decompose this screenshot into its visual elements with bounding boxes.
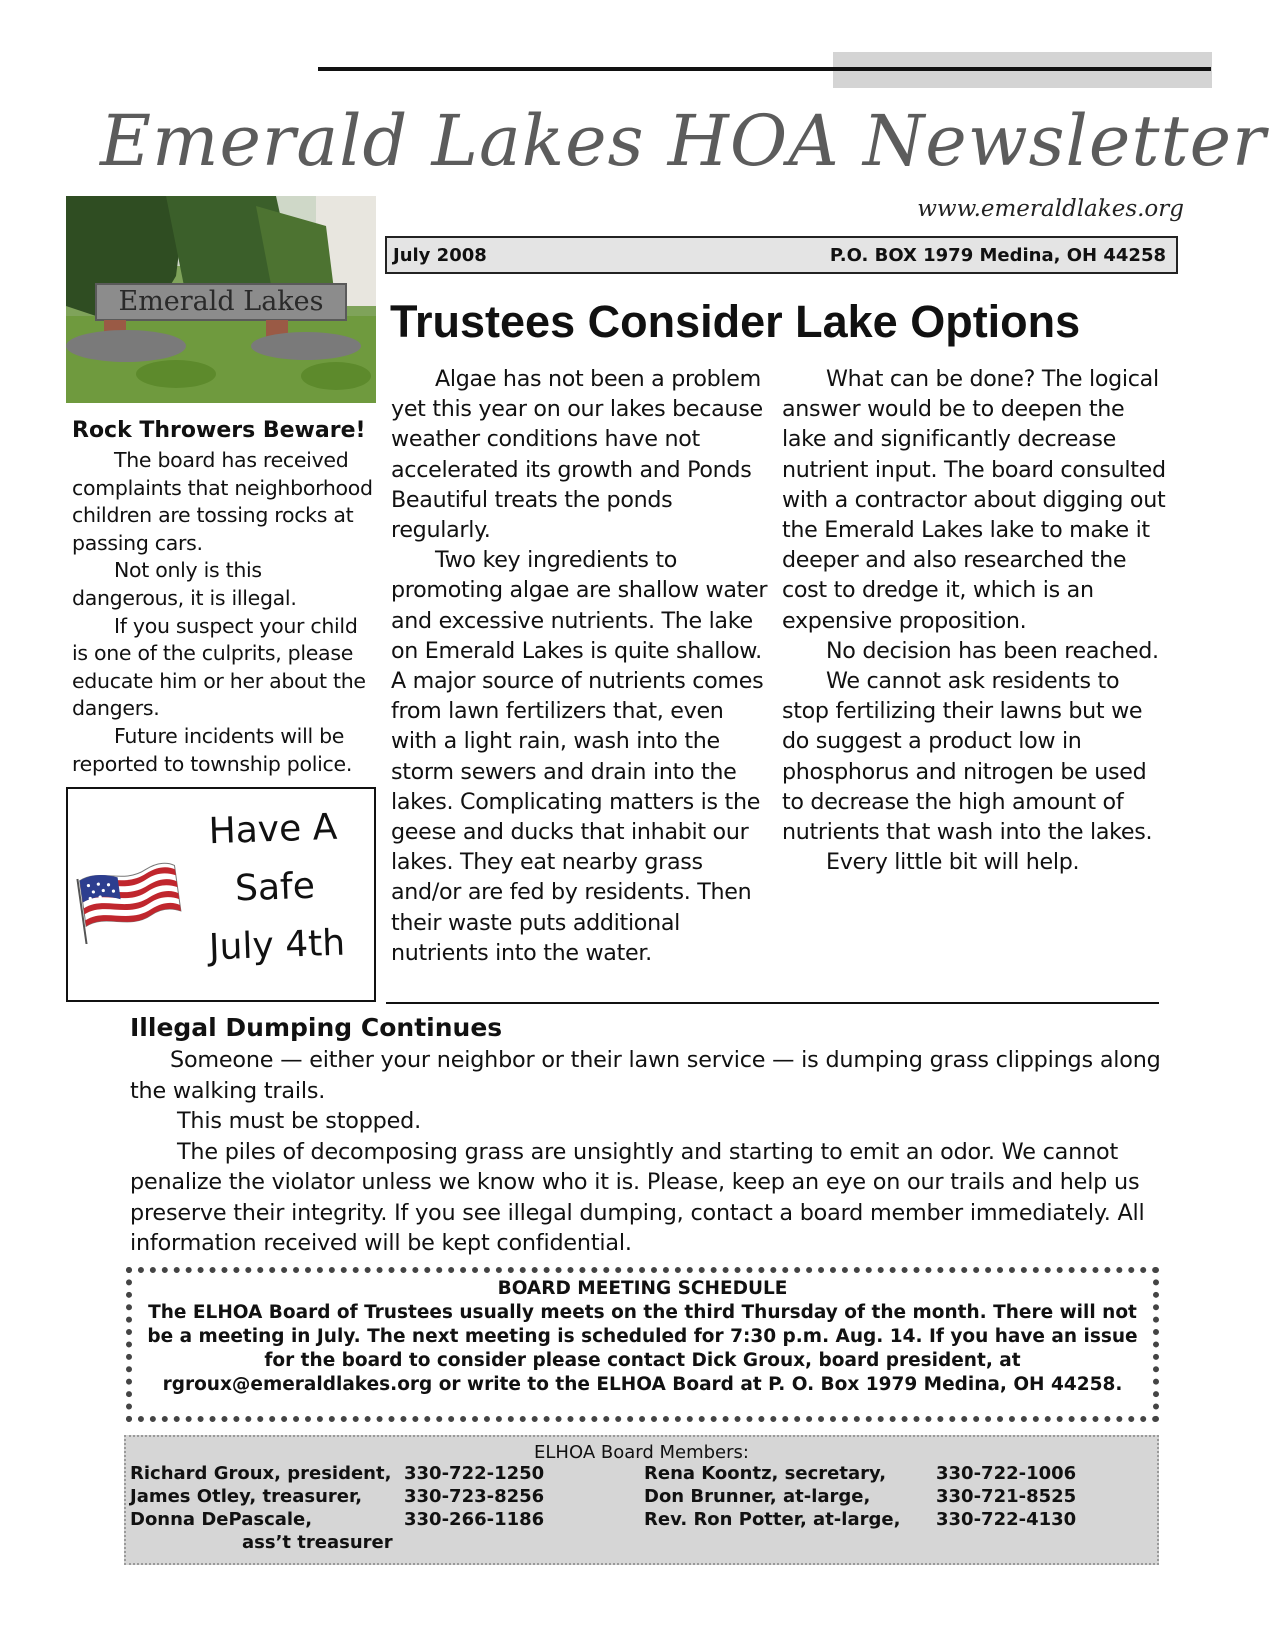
- article-paragraph: Algae has not been a problem yet this year on our lakes because weather conditions have not accelerated its growth and Ponds Beautiful treats the ponds regularly.: [391, 366, 763, 544]
- schedule-title: BOARD MEETING SCHEDULE: [497, 1278, 788, 1299]
- july-fourth-box: [66, 787, 376, 1002]
- article-column-left: [391, 364, 771, 968]
- dumping-paragraph: The piles of decomposing grass are unsightly and starting to emit an odor. We cannot penalize the violator unless we know who it is. Please, keep an eye on our trails and help us preserve their integrity. If you see illegal dumping, contact a board member immediately. All information received will be kept confidential.: [130, 1138, 1145, 1256]
- sidebar-paragraph: If you suspect your child is one of the culprits, please educate him or her about the dangers.: [72, 613, 366, 721]
- rock-throwers-body: [72, 447, 378, 778]
- member-title-continued: ass’t treasurer: [242, 1532, 393, 1553]
- mailing-address: P.O. BOX 1979 Medina, OH 44258: [829, 245, 1166, 266]
- sidebar-paragraph: Not only is this dangerous, it is illegal.: [72, 558, 297, 610]
- member-phone: 330-723-8256: [404, 1486, 545, 1507]
- schedule-body: The ELHOA Board of Trustees usually meets on the third Thursday of the month. There will not be a meeting in July. The next meeting is scheduled for 7:30 p.m. Aug. 14. If you have an issue for the board to consider please contact Dick Groux, board president, at rgroux@emeraldlakes.org or write to the ELHOA Board at P. O. Box 1979 Medina, OH 44258.: [147, 1302, 1138, 1395]
- member-name: James Otley, treasurer,: [130, 1486, 363, 1507]
- section-divider: [386, 1002, 1159, 1004]
- july-line: Have A: [207, 806, 338, 853]
- newsletter-title: Emerald Lakes HOA Newsletter: [100, 100, 1267, 182]
- july-line: July 4th: [208, 922, 346, 969]
- july-line: Safe: [234, 865, 316, 910]
- main-headline: Trustees Consider Lake Options: [390, 296, 1081, 347]
- member-name: Rena Koontz, secretary,: [644, 1463, 887, 1484]
- entrance-sign-photo: [66, 196, 376, 403]
- dumping-paragraph: Someone — either your neighbor or their lawn service — is dumping grass clippings along the walking trails.: [130, 1047, 1161, 1104]
- article-column-right: [782, 364, 1172, 877]
- sidebar-paragraph: Future incidents will be reported to township police.: [72, 723, 353, 776]
- sign-lettering: Emerald Lakes: [118, 286, 324, 317]
- member-name: Richard Groux, president,: [130, 1463, 392, 1484]
- masthead-rule: [318, 67, 1211, 71]
- website-url[interactable]: www.emeraldlakes.org: [917, 196, 1184, 222]
- member-phone: 330-721-8525: [936, 1486, 1077, 1507]
- member-name: Rev. Ron Potter, at-large,: [644, 1509, 901, 1530]
- member-phone: 330-722-1006: [936, 1463, 1077, 1484]
- article-paragraph: We cannot ask residents to stop fertilizing their lawns but we do suggest a product low in phosphorus and nitrogen be used to decrease the high amount of nutrients that wash into the lakes.: [782, 668, 1153, 846]
- sidebar-paragraph: The board has received complaints that neighborhood children are tossing rocks at passing cars.: [72, 448, 373, 555]
- board-members-box: [124, 1435, 1159, 1565]
- meeting-schedule-box: [126, 1267, 1159, 1422]
- rock-throwers-headline: Rock Throwers Beware!: [72, 418, 366, 443]
- issue-date: July 2008: [393, 245, 487, 266]
- member-phone: 330-722-1250: [404, 1463, 545, 1484]
- member-phone: 330-722-4130: [936, 1509, 1077, 1530]
- dumping-body: [130, 1045, 1165, 1259]
- date-address-bar: [385, 236, 1178, 274]
- member-name: Don Brunner, at-large,: [644, 1486, 871, 1507]
- member-phone: 330-266-1186: [404, 1509, 545, 1530]
- dumping-headline: Illegal Dumping Continues: [130, 1013, 503, 1042]
- article-paragraph: Every little bit will help.: [826, 849, 1080, 876]
- member-name: Donna DePascale,: [130, 1509, 313, 1530]
- dumping-paragraph: This must be stopped.: [177, 1108, 421, 1134]
- members-title: ELHOA Board Members:: [534, 1442, 749, 1463]
- american-flag-icon: [74, 844, 184, 944]
- article-paragraph: No decision has been reached.: [826, 637, 1159, 664]
- july-fourth-message: [187, 798, 363, 978]
- article-paragraph: What can be done? The logical answer would be to deepen the lake and significantly decrease nutrient input. The board consulted with a contractor about digging out the Emerald Lakes lake to make it deeper and also researched the cost to dredge it, which is an expensive proposition.: [782, 366, 1166, 634]
- article-paragraph: Two key ingredients to promoting algae are shallow water and excessive nutrients. The lake on Emerald Lakes is quite shallow. A major source of nutrients comes from lawn fertilizers that, even with a light rain, wash into the storm sewers and drain into the lakes. Complicating matters is the geese and ducks that inhabit our lakes. They eat nearby grass and/or are fed by residents. Then their waste puts additional nutrients into the water.: [391, 547, 768, 966]
